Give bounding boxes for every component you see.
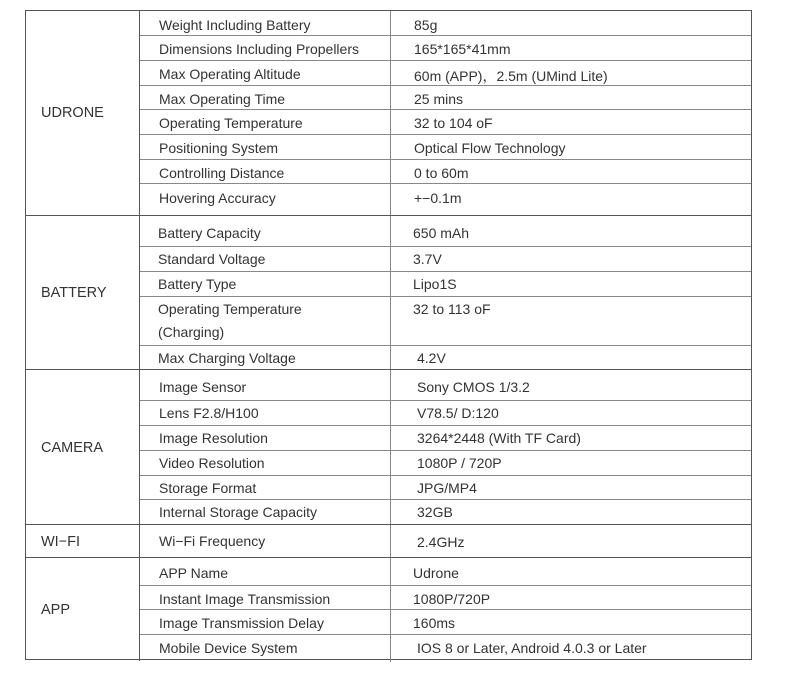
table-row <box>140 609 751 635</box>
spec-key: Lens F2.8/H100 <box>159 405 259 421</box>
spec-key: Max Operating Altitude <box>159 66 301 82</box>
spec-value: V78.5/ D:120 <box>417 405 499 421</box>
spec-key: Image Transmission Delay <box>159 615 324 631</box>
section-app <box>26 557 751 661</box>
spec-value: 32GB <box>417 504 453 520</box>
spec-key: Standard Voltage <box>158 251 266 267</box>
spec-key: Weight Including Battery <box>159 17 311 33</box>
spec-value: +−0.1m <box>414 190 462 206</box>
section-wifi <box>26 524 751 558</box>
table-row <box>140 634 751 662</box>
spec-value: 60m (APP)，2.5m (UMind Lite) <box>414 68 608 84</box>
table-row <box>140 558 751 585</box>
spec-value: 650 mAh <box>413 225 470 241</box>
spec-value: Optical Flow Technology <box>414 140 566 156</box>
spec-key: Dimensions Including Propellers <box>159 41 359 57</box>
spec-value: 32 to 104 oF <box>414 115 493 131</box>
spec-key: Operating Temperature <box>158 301 302 317</box>
table-row <box>140 499 751 526</box>
spec-key: Positioning System <box>159 140 279 156</box>
spec-value: Udrone <box>413 565 459 581</box>
spec-value: IOS 8 or Later, Android 4.0.3 or Later <box>417 640 647 656</box>
table-row <box>140 85 751 110</box>
table-row <box>140 475 751 500</box>
spec-key: Storage Format <box>159 480 257 496</box>
category-label: WI−FI <box>26 525 140 558</box>
spec-key: Max Charging Voltage <box>158 350 296 366</box>
category-label: APP <box>26 558 140 661</box>
spec-value: 1080P/720P <box>413 591 491 607</box>
table-row <box>140 425 751 451</box>
spec-key: APP Name <box>159 565 228 581</box>
spec-value: 25 mins <box>414 91 464 107</box>
spec-value: 0 to 60m <box>414 165 469 181</box>
table-row <box>140 159 751 184</box>
spec-value: 3.7V <box>413 251 442 267</box>
spec-key: Battery Capacity <box>158 225 261 241</box>
spec-key-continued: (Charging) <box>158 324 225 340</box>
section-camera <box>26 369 751 525</box>
spec-key: Hovering Accuracy <box>159 190 276 206</box>
spec-value: 160ms <box>413 615 456 631</box>
spec-key: Battery Type <box>158 276 237 292</box>
table-row <box>140 345 751 371</box>
category-label: CAMERA <box>26 370 140 525</box>
spec-key: Image Sensor <box>159 379 247 395</box>
category-label: UDRONE <box>26 11 140 215</box>
spec-key: Max Operating Time <box>159 91 286 107</box>
spec-value: 2.4GHz <box>417 534 465 550</box>
table-row <box>140 525 751 558</box>
table-row <box>140 35 751 61</box>
table-row <box>140 370 751 400</box>
spec-key: Operating Temperature <box>159 115 303 131</box>
table-row <box>140 271 751 297</box>
table-row <box>140 216 751 246</box>
spec-key: Wi−Fi Frequency <box>159 533 266 549</box>
spec-value: 165*165*41mm <box>414 41 511 57</box>
spec-value: 4.2V <box>417 350 446 366</box>
section-udrone <box>26 11 751 215</box>
spec-key: Instant Image Transmission <box>159 591 331 607</box>
spec-value: Lipo1S <box>413 276 457 292</box>
spec-key: Controlling Distance <box>159 165 285 181</box>
table-row <box>140 60 751 86</box>
spec-value: JPG/MP4 <box>417 480 477 496</box>
spec-table <box>25 10 752 660</box>
spec-key: Mobile Device System <box>159 640 298 656</box>
spec-value: 85g <box>414 17 438 33</box>
table-row <box>140 450 751 476</box>
table-row <box>140 11 751 35</box>
table-row <box>140 183 751 216</box>
spec-key: Internal Storage Capacity <box>159 504 317 520</box>
table-row <box>140 296 751 346</box>
spec-key: Video Resolution <box>159 455 265 471</box>
table-row <box>140 400 751 426</box>
spec-value: Sony CMOS 1/3.2 <box>417 379 530 395</box>
category-label: BATTERY <box>26 216 140 370</box>
section-battery <box>26 215 751 370</box>
spec-value: 1080P / 720P <box>417 455 502 471</box>
table-row <box>140 109 751 135</box>
spec-value: 3264*2448 (With TF Card) <box>417 430 581 446</box>
table-row <box>140 585 751 610</box>
spec-key: Image Resolution <box>159 430 268 446</box>
table-row <box>140 246 751 272</box>
spec-value: 32 to 113 oF <box>413 301 491 317</box>
table-row <box>140 134 751 160</box>
